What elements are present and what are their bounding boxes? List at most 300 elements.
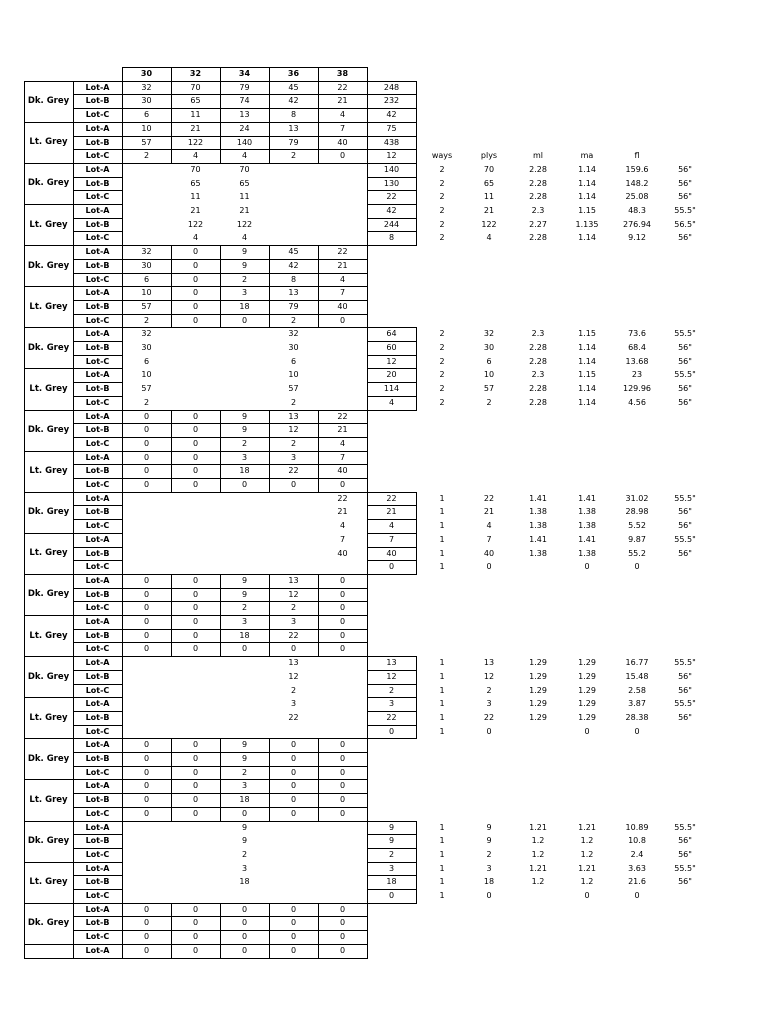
qty-cell-38[interactable]: 0 [339,740,346,750]
qty-cell-38[interactable] [318,355,367,369]
qty-cell-34[interactable]: 24 [239,123,250,133]
qty-cell-34[interactable]: 3 [241,288,248,298]
qty-cell-30[interactable] [122,190,171,204]
qty-cell-38[interactable]: 4 [339,521,346,531]
qty-cell-32[interactable]: 0 [192,480,199,489]
qty-cell-30[interactable]: 0 [143,438,150,448]
qty-cell-34[interactable]: 3 [241,863,248,873]
qty-cell-32[interactable] [171,848,220,862]
qty-cell-30[interactable]: 57 [141,384,152,394]
qty-cell-36[interactable] [269,204,318,218]
qty-cell-32[interactable]: 0 [192,411,199,421]
qty-cell-38[interactable]: 21 [337,425,348,435]
qty-cell-38[interactable] [318,711,367,725]
total-cell[interactable]: 0 [388,562,395,572]
qty-cell-36[interactable] [269,163,318,177]
qty-cell-32[interactable] [171,684,220,698]
qty-cell-36[interactable]: 79 [288,301,299,311]
qty-cell-36[interactable] [269,889,318,903]
qty-cell-36[interactable]: 45 [288,247,299,257]
qty-cell-38[interactable]: 0 [339,151,346,161]
qty-cell-36[interactable]: 3 [290,452,297,462]
total-cell[interactable]: 3 [388,863,395,873]
qty-cell-38[interactable]: 0 [339,754,346,763]
qty-cell-34[interactable] [220,341,269,355]
qty-cell-32[interactable] [171,670,220,684]
qty-cell-32[interactable]: 0 [192,808,199,818]
qty-cell-34[interactable]: 18 [239,795,250,805]
qty-cell-34[interactable]: 2 [241,274,248,284]
qty-cell-30[interactable] [122,697,171,711]
total-cell[interactable]: 140 [383,164,400,174]
qty-cell-34[interactable] [220,505,269,519]
qty-cell-30[interactable]: 0 [143,575,150,585]
qty-cell-34[interactable]: 9 [241,740,248,750]
qty-cell-32[interactable]: 70 [190,164,201,174]
qty-cell-30[interactable] [122,862,171,876]
qty-cell-36[interactable]: 0 [290,767,297,777]
qty-cell-30[interactable]: 0 [143,452,150,462]
qty-cell-32[interactable] [171,889,220,903]
total-cell[interactable]: 8 [388,233,395,243]
qty-cell-36[interactable]: 79 [288,137,299,147]
qty-cell-36[interactable]: 0 [290,480,297,489]
qty-cell-36[interactable]: 32 [288,329,299,339]
qty-cell-30[interactable]: 0 [143,781,150,791]
qty-cell-38[interactable]: 22 [337,411,348,421]
qty-cell-32[interactable] [171,355,220,369]
qty-cell-30[interactable]: 0 [143,480,150,489]
qty-cell-34[interactable]: 122 [236,219,253,229]
qty-cell-30[interactable]: 2 [143,397,150,407]
total-cell[interactable]: 12 [386,151,397,161]
qty-cell-34[interactable] [220,889,269,903]
total-cell[interactable]: 22 [386,712,397,722]
qty-cell-36[interactable]: 2 [290,438,297,448]
qty-cell-38[interactable] [318,656,367,670]
qty-cell-32[interactable] [171,396,220,410]
qty-cell-32[interactable]: 4 [192,233,199,243]
qty-cell-38[interactable] [318,848,367,862]
qty-cell-32[interactable] [171,492,220,506]
qty-cell-30[interactable]: 0 [143,904,150,914]
qty-cell-38[interactable] [318,862,367,876]
qty-cell-32[interactable]: 0 [192,795,199,805]
qty-cell-38[interactable] [318,190,367,204]
qty-cell-34[interactable]: 2 [241,438,248,448]
qty-cell-34[interactable] [220,492,269,506]
total-cell[interactable]: 2 [388,685,395,695]
qty-cell-32[interactable] [171,560,220,574]
qty-cell-30[interactable]: 30 [141,96,152,106]
qty-cell-30[interactable]: 57 [141,301,152,311]
qty-cell-38[interactable] [318,684,367,698]
qty-cell-38[interactable]: 7 [339,288,346,298]
qty-cell-36[interactable]: 0 [290,808,297,818]
qty-cell-38[interactable]: 0 [339,575,346,585]
qty-cell-38[interactable] [318,821,367,835]
qty-cell-36[interactable]: 13 [288,288,299,298]
qty-cell-38[interactable]: 0 [339,630,346,640]
total-cell[interactable]: 3 [388,699,395,709]
qty-cell-38[interactable]: 0 [339,904,346,914]
qty-cell-30[interactable]: 0 [143,945,150,955]
qty-cell-32[interactable]: 0 [192,918,199,928]
qty-cell-32[interactable]: 0 [192,575,199,585]
qty-cell-34[interactable]: 79 [239,82,250,92]
qty-cell-34[interactable] [220,725,269,739]
qty-cell-30[interactable]: 0 [143,466,150,476]
qty-cell-32[interactable] [171,505,220,519]
qty-cell-30[interactable] [122,684,171,698]
total-cell[interactable]: 12 [386,671,397,681]
qty-cell-36[interactable]: 6 [290,356,297,366]
total-cell[interactable]: 0 [388,726,395,736]
total-cell[interactable]: 40 [386,548,397,558]
qty-cell-30[interactable]: 0 [143,754,150,763]
total-cell[interactable]: 438 [383,137,400,147]
qty-cell-34[interactable]: 9 [241,411,248,421]
qty-cell-34[interactable]: 0 [241,918,248,928]
qty-cell-38[interactable]: 0 [339,918,346,928]
qty-cell-36[interactable]: 22 [288,466,299,476]
qty-cell-32[interactable] [171,697,220,711]
qty-cell-30[interactable]: 0 [143,411,150,421]
qty-cell-32[interactable] [171,725,220,739]
total-cell[interactable]: 9 [388,836,395,846]
total-cell[interactable]: 22 [386,192,397,202]
total-cell[interactable]: 4 [388,521,395,531]
qty-cell-38[interactable]: 0 [339,808,346,818]
qty-cell-36[interactable] [269,492,318,506]
qty-cell-34[interactable]: 65 [239,178,250,188]
total-cell[interactable]: 13 [386,658,397,668]
qty-cell-32[interactable]: 0 [192,589,199,599]
qty-cell-36[interactable]: 2 [290,685,297,695]
qty-cell-36[interactable] [269,505,318,519]
qty-cell-34[interactable] [220,711,269,725]
total-cell[interactable]: 130 [383,178,400,188]
total-cell[interactable]: 248 [383,82,400,92]
qty-cell-32[interactable]: 11 [190,110,201,120]
qty-cell-34[interactable] [220,533,269,547]
qty-cell-30[interactable] [122,821,171,835]
qty-cell-30[interactable] [122,560,171,574]
qty-cell-34[interactable]: 18 [239,630,250,640]
qty-cell-38[interactable] [318,834,367,848]
qty-cell-38[interactable]: 7 [339,452,346,462]
qty-cell-38[interactable] [318,341,367,355]
qty-cell-32[interactable]: 0 [192,315,199,325]
qty-cell-36[interactable]: 2 [290,315,297,325]
qty-cell-32[interactable] [171,862,220,876]
qty-cell-32[interactable]: 0 [192,740,199,750]
qty-cell-34[interactable]: 9 [241,425,248,435]
qty-cell-38[interactable]: 7 [339,534,346,544]
qty-cell-36[interactable]: 3 [290,617,297,626]
qty-cell-38[interactable]: 22 [337,82,348,92]
qty-cell-38[interactable] [318,560,367,574]
qty-cell-30[interactable] [122,218,171,232]
qty-cell-32[interactable]: 0 [192,945,199,955]
qty-cell-30[interactable] [122,547,171,561]
qty-cell-34[interactable]: 9 [241,575,248,585]
qty-cell-34[interactable] [220,355,269,369]
qty-cell-30[interactable]: 0 [143,644,150,654]
qty-cell-34[interactable] [220,396,269,410]
qty-cell-30[interactable]: 57 [141,137,152,147]
qty-cell-36[interactable]: 0 [290,918,297,928]
qty-cell-32[interactable]: 21 [190,123,201,133]
qty-cell-38[interactable]: 22 [337,247,348,257]
qty-cell-32[interactable]: 0 [192,260,199,270]
qty-cell-34[interactable]: 0 [241,945,248,955]
qty-cell-36[interactable]: 22 [288,712,299,722]
qty-cell-30[interactable]: 6 [143,356,150,366]
qty-cell-34[interactable] [220,547,269,561]
qty-cell-30[interactable]: 6 [143,274,150,284]
qty-cell-30[interactable]: 2 [143,315,150,325]
qty-cell-32[interactable]: 0 [192,301,199,311]
qty-cell-34[interactable]: 0 [241,315,248,325]
qty-cell-30[interactable] [122,875,171,889]
qty-cell-36[interactable]: 8 [290,110,297,120]
qty-cell-30[interactable]: 30 [141,260,152,270]
qty-cell-36[interactable]: 12 [288,589,299,599]
qty-cell-32[interactable]: 0 [192,274,199,284]
qty-cell-38[interactable]: 0 [339,781,346,791]
qty-cell-30[interactable]: 10 [141,288,152,298]
total-cell[interactable]: 114 [383,384,400,394]
qty-cell-30[interactable] [122,670,171,684]
qty-cell-34[interactable]: 4 [241,151,248,161]
total-cell[interactable]: 0 [388,891,395,900]
total-cell[interactable]: 12 [386,356,397,366]
qty-cell-30[interactable]: 30 [141,343,152,352]
total-cell[interactable]: 42 [386,206,397,215]
total-cell[interactable]: 9 [388,822,395,832]
qty-cell-36[interactable]: 22 [288,630,299,640]
qty-cell-36[interactable] [269,834,318,848]
total-cell[interactable]: 2 [388,849,395,859]
qty-cell-34[interactable]: 18 [239,301,250,311]
qty-cell-36[interactable]: 3 [290,699,297,709]
qty-cell-30[interactable]: 0 [143,795,150,805]
qty-cell-32[interactable]: 4 [192,151,199,161]
qty-cell-34[interactable] [220,670,269,684]
qty-cell-34[interactable]: 18 [239,466,250,476]
qty-cell-30[interactable]: 0 [143,589,150,599]
qty-cell-34[interactable]: 0 [241,644,248,654]
qty-cell-36[interactable] [269,862,318,876]
qty-cell-30[interactable]: 0 [143,425,150,435]
qty-cell-32[interactable]: 0 [192,452,199,462]
qty-cell-38[interactable]: 21 [337,96,348,106]
qty-cell-38[interactable]: 4 [339,110,346,120]
total-cell[interactable]: 64 [386,329,397,339]
qty-cell-34[interactable] [220,327,269,341]
qty-cell-32[interactable] [171,875,220,889]
qty-cell-30[interactable]: 0 [143,932,150,942]
qty-cell-32[interactable] [171,341,220,355]
qty-cell-34[interactable]: 9 [241,589,248,599]
qty-cell-34[interactable]: 3 [241,617,248,626]
qty-cell-38[interactable]: 0 [339,767,346,777]
qty-cell-34[interactable]: 9 [241,754,248,763]
qty-cell-32[interactable] [171,327,220,341]
qty-cell-30[interactable]: 6 [143,110,150,120]
qty-cell-30[interactable] [122,231,171,245]
qty-cell-30[interactable] [122,834,171,848]
qty-cell-30[interactable]: 10 [141,370,152,380]
qty-cell-34[interactable]: 0 [241,480,248,489]
qty-cell-34[interactable]: 9 [241,836,248,846]
qty-cell-30[interactable]: 0 [143,918,150,928]
total-cell[interactable]: 4 [388,397,395,407]
qty-cell-36[interactable]: 10 [288,370,299,380]
qty-cell-38[interactable]: 0 [339,932,346,942]
qty-cell-38[interactable] [318,725,367,739]
qty-cell-32[interactable]: 0 [192,781,199,791]
qty-cell-36[interactable] [269,875,318,889]
qty-cell-34[interactable] [220,684,269,698]
qty-cell-38[interactable] [318,670,367,684]
qty-cell-30[interactable] [122,177,171,191]
total-cell[interactable]: 18 [386,877,397,887]
qty-cell-34[interactable] [220,382,269,396]
qty-cell-32[interactable] [171,711,220,725]
qty-cell-30[interactable]: 2 [143,151,150,161]
qty-cell-38[interactable]: 0 [339,603,346,613]
qty-cell-32[interactable]: 0 [192,767,199,777]
qty-cell-30[interactable]: 32 [141,247,152,257]
qty-cell-34[interactable]: 13 [239,110,250,120]
qty-cell-36[interactable]: 2 [290,603,297,613]
qty-cell-36[interactable]: 2 [290,151,297,161]
total-cell[interactable]: 75 [386,123,397,133]
qty-cell-34[interactable]: 4 [241,233,248,243]
qty-cell-36[interactable]: 45 [288,82,299,92]
qty-cell-30[interactable] [122,533,171,547]
qty-cell-36[interactable] [269,848,318,862]
qty-cell-32[interactable]: 0 [192,425,199,435]
qty-cell-36[interactable]: 0 [290,754,297,763]
qty-cell-36[interactable]: 42 [288,96,299,106]
qty-cell-32[interactable]: 0 [192,466,199,476]
qty-cell-38[interactable]: 0 [339,644,346,654]
qty-cell-38[interactable] [318,163,367,177]
total-cell[interactable]: 7 [388,534,395,544]
qty-cell-38[interactable]: 40 [337,301,348,311]
qty-cell-30[interactable]: 0 [143,630,150,640]
qty-cell-34[interactable]: 21 [239,206,250,215]
qty-cell-36[interactable] [269,725,318,739]
qty-cell-38[interactable]: 7 [339,123,346,133]
qty-cell-36[interactable]: 0 [290,781,297,791]
qty-cell-36[interactable]: 8 [290,274,297,284]
qty-cell-38[interactable]: 40 [337,466,348,476]
qty-cell-34[interactable]: 9 [241,260,248,270]
qty-cell-36[interactable]: 0 [290,740,297,750]
qty-cell-32[interactable]: 0 [192,754,199,763]
qty-cell-38[interactable] [318,327,367,341]
qty-cell-36[interactable] [269,547,318,561]
qty-cell-32[interactable]: 0 [192,630,199,640]
qty-cell-30[interactable]: 0 [143,767,150,777]
qty-cell-38[interactable] [318,177,367,191]
qty-cell-32[interactable]: 0 [192,438,199,448]
qty-cell-38[interactable]: 40 [337,137,348,147]
qty-cell-30[interactable]: 32 [141,82,152,92]
qty-cell-32[interactable] [171,547,220,561]
qty-cell-38[interactable]: 0 [339,945,346,955]
qty-cell-38[interactable]: 0 [339,795,346,805]
qty-cell-36[interactable]: 0 [290,795,297,805]
qty-cell-34[interactable]: 0 [241,904,248,914]
qty-cell-30[interactable] [122,519,171,533]
qty-cell-36[interactable]: 0 [290,904,297,914]
qty-cell-34[interactable] [220,368,269,382]
qty-cell-34[interactable] [220,656,269,670]
qty-cell-30[interactable] [122,204,171,218]
qty-cell-38[interactable]: 4 [339,274,346,284]
qty-cell-32[interactable]: 0 [192,644,199,654]
qty-cell-30[interactable] [122,725,171,739]
qty-cell-36[interactable]: 57 [288,384,299,394]
qty-cell-32[interactable]: 0 [192,932,199,942]
qty-cell-38[interactable] [318,889,367,903]
qty-cell-36[interactable]: 30 [288,343,299,352]
qty-cell-34[interactable]: 74 [239,96,250,106]
qty-cell-36[interactable]: 13 [288,123,299,133]
qty-cell-32[interactable]: 122 [187,137,204,147]
qty-cell-32[interactable]: 0 [192,247,199,257]
qty-cell-34[interactable] [220,697,269,711]
qty-cell-36[interactable] [269,218,318,232]
qty-cell-36[interactable]: 12 [288,671,299,681]
qty-cell-38[interactable]: 0 [339,589,346,599]
qty-cell-36[interactable] [269,177,318,191]
qty-cell-36[interactable]: 0 [290,945,297,955]
qty-cell-32[interactable] [171,519,220,533]
qty-cell-36[interactable]: 12 [288,425,299,435]
qty-cell-32[interactable]: 0 [192,603,199,613]
qty-cell-38[interactable] [318,382,367,396]
qty-cell-34[interactable]: 9 [241,247,248,257]
qty-cell-36[interactable] [269,231,318,245]
qty-cell-32[interactable] [171,368,220,382]
total-cell[interactable]: 22 [386,493,397,503]
qty-cell-34[interactable]: 2 [241,849,248,859]
qty-cell-36[interactable]: 0 [290,932,297,942]
qty-cell-30[interactable]: 0 [143,603,150,613]
qty-cell-32[interactable] [171,821,220,835]
qty-cell-30[interactable] [122,492,171,506]
qty-cell-30[interactable]: 32 [141,329,152,339]
qty-cell-38[interactable] [318,204,367,218]
qty-cell-36[interactable] [269,519,318,533]
qty-cell-38[interactable]: 40 [337,548,348,558]
qty-cell-38[interactable]: 0 [339,315,346,325]
qty-cell-34[interactable]: 2 [241,767,248,777]
qty-cell-30[interactable] [122,711,171,725]
total-cell[interactable]: 60 [386,343,397,352]
qty-cell-32[interactable] [171,834,220,848]
qty-cell-32[interactable]: 122 [187,219,204,229]
qty-cell-30[interactable] [122,889,171,903]
qty-cell-36[interactable] [269,560,318,574]
qty-cell-38[interactable] [318,218,367,232]
